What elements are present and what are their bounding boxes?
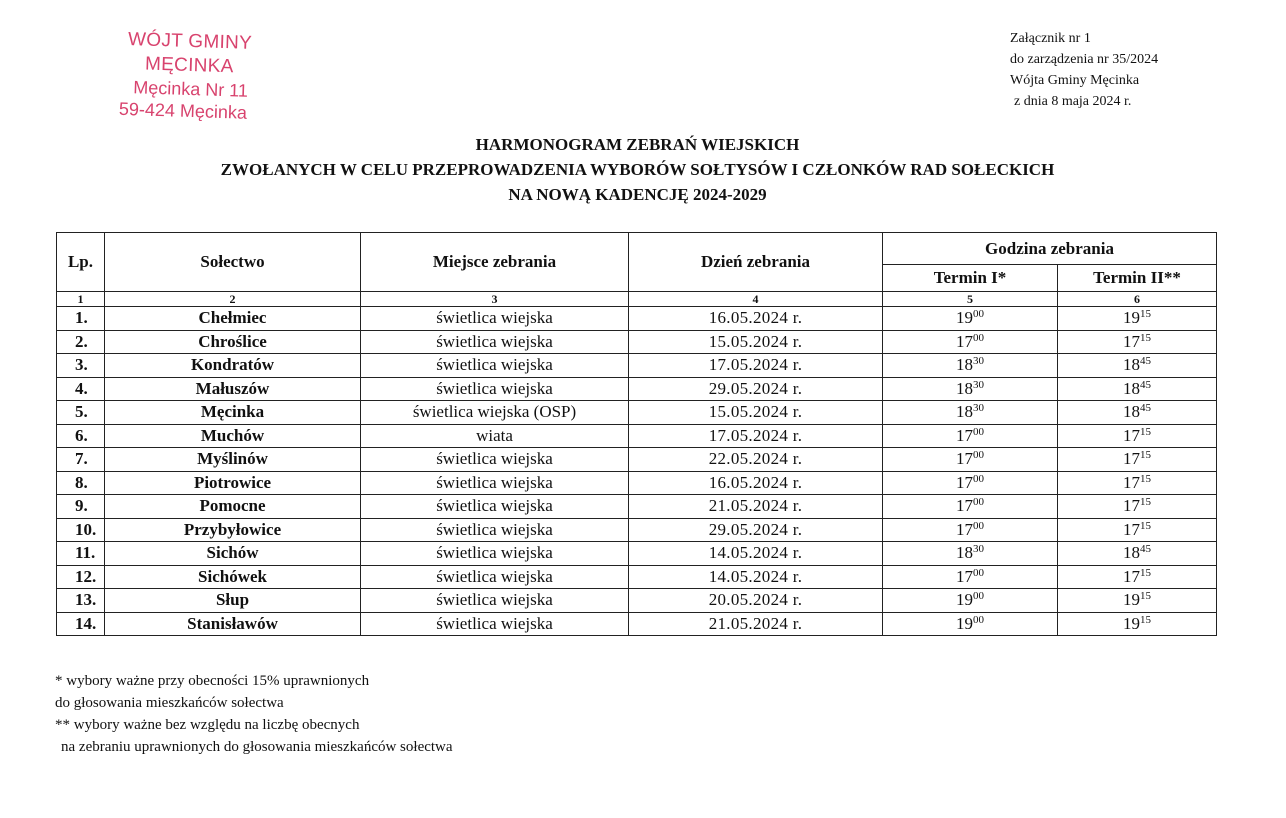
table-row <box>57 330 1217 354</box>
time-hour: 18 <box>1123 355 1140 375</box>
time-minutes: 00 <box>973 308 984 321</box>
row-termin-2 <box>1058 471 1217 495</box>
time-hour: 19 <box>956 590 973 610</box>
row-termin-2 <box>1058 542 1217 566</box>
time-hour: 18 <box>1123 378 1140 398</box>
time-hour: 19 <box>1123 613 1140 633</box>
header-termin-2: Termin II** <box>1058 265 1217 292</box>
row-miejsce: świetlica wiejska <box>361 565 629 589</box>
column-number: 6 <box>1058 292 1217 307</box>
row-lp: 3. <box>57 354 105 378</box>
row-dzien: 17.05.2024 r. <box>629 424 883 448</box>
row-termin-1 <box>883 401 1058 425</box>
row-miejsce: świetlica wiejska <box>361 542 629 566</box>
row-termin-1 <box>883 518 1058 542</box>
time-hour: 17 <box>1123 472 1140 492</box>
column-number: 1 <box>57 292 105 307</box>
time-minutes: 00 <box>973 331 984 344</box>
time-minutes: 00 <box>973 613 984 626</box>
row-lp: 12. <box>57 565 105 589</box>
row-miejsce: wiata <box>361 424 629 448</box>
row-dzien: 29.05.2024 r. <box>629 377 883 401</box>
row-solectwo: Piotrowice <box>105 471 361 495</box>
row-miejsce: świetlica wiejska <box>361 589 629 613</box>
row-termin-1 <box>883 307 1058 331</box>
row-lp: 6. <box>57 424 105 448</box>
time-hour: 17 <box>956 496 973 516</box>
annex-line-4: z dnia 8 maja 2024 r. <box>1014 94 1132 109</box>
row-lp: 14. <box>57 612 105 636</box>
time-minutes: 00 <box>973 472 984 485</box>
row-dzien: 21.05.2024 r. <box>629 495 883 519</box>
time-minutes: 15 <box>1140 449 1151 462</box>
column-number: 2 <box>105 292 361 307</box>
row-termin-1 <box>883 612 1058 636</box>
row-dzien: 20.05.2024 r. <box>629 589 883 613</box>
annex-line-1: Załącznik nr 1 <box>1010 31 1091 46</box>
annex-header <box>1010 28 1158 112</box>
table-row <box>57 401 1217 425</box>
header-miejsce: Miejsce zebrania <box>361 233 629 292</box>
row-termin-1 <box>883 377 1058 401</box>
time-hour: 17 <box>956 519 973 539</box>
time-minutes: 00 <box>973 449 984 462</box>
time-hour: 18 <box>956 402 973 422</box>
header-termin-1: Termin I* <box>883 265 1058 292</box>
row-termin-2 <box>1058 448 1217 472</box>
time-hour: 17 <box>956 331 973 351</box>
row-dzien: 14.05.2024 r. <box>629 542 883 566</box>
official-stamp <box>85 27 298 126</box>
row-termin-1 <box>883 495 1058 519</box>
time-hour: 17 <box>1123 566 1140 586</box>
row-termin-2 <box>1058 612 1217 636</box>
time-hour: 18 <box>1123 543 1140 563</box>
row-lp: 13. <box>57 589 105 613</box>
title-line-1: HARMONOGRAM ZEBRAŃ WIEJSKICH <box>475 135 800 154</box>
time-minutes: 45 <box>1140 378 1151 391</box>
row-solectwo: Myślinów <box>105 448 361 472</box>
time-minutes: 45 <box>1140 355 1151 368</box>
row-lp: 8. <box>57 471 105 495</box>
time-hour: 17 <box>956 472 973 492</box>
stamp-line-1: WÓJT GMINY MĘCINKA <box>127 29 253 78</box>
row-solectwo: Sichów <box>105 542 361 566</box>
header-row <box>57 233 1217 265</box>
time-minutes: 30 <box>973 543 984 556</box>
header-godzina: Godzina zebrania <box>883 233 1217 265</box>
time-minutes: 30 <box>973 402 984 415</box>
header-dzien: Dzień zebrania <box>629 233 883 292</box>
row-solectwo: Sichówek <box>105 565 361 589</box>
time-hour: 17 <box>956 449 973 469</box>
row-lp: 5. <box>57 401 105 425</box>
time-minutes: 30 <box>973 355 984 368</box>
time-hour: 17 <box>956 566 973 586</box>
footnote-line-4: na zebraniu uprawnionych do głosowania mieszkańców sołectwa <box>61 739 453 755</box>
table-row <box>57 448 1217 472</box>
time-hour: 17 <box>956 425 973 445</box>
row-termin-2 <box>1058 330 1217 354</box>
column-number: 3 <box>361 292 629 307</box>
time-minutes: 15 <box>1140 613 1151 626</box>
row-termin-2 <box>1058 424 1217 448</box>
row-dzien: 16.05.2024 r. <box>629 471 883 495</box>
row-dzien: 29.05.2024 r. <box>629 518 883 542</box>
row-termin-1 <box>883 542 1058 566</box>
time-minutes: 15 <box>1140 519 1151 532</box>
time-hour: 17 <box>1123 519 1140 539</box>
time-hour: 18 <box>1123 402 1140 422</box>
time-minutes: 45 <box>1140 543 1151 556</box>
time-minutes: 00 <box>973 566 984 579</box>
table-row <box>57 495 1217 519</box>
row-dzien: 22.05.2024 r. <box>629 448 883 472</box>
row-miejsce: świetlica wiejska <box>361 495 629 519</box>
row-dzien: 21.05.2024 r. <box>629 612 883 636</box>
time-minutes: 15 <box>1140 472 1151 485</box>
time-minutes: 15 <box>1140 425 1151 438</box>
time-minutes: 15 <box>1140 331 1151 344</box>
table-row <box>57 518 1217 542</box>
row-lp: 4. <box>57 377 105 401</box>
document-title <box>100 132 1175 207</box>
row-solectwo: Muchów <box>105 424 361 448</box>
time-hour: 17 <box>1123 425 1140 445</box>
row-solectwo: Małuszów <box>105 377 361 401</box>
time-minutes: 15 <box>1140 308 1151 321</box>
row-miejsce: świetlica wiejska <box>361 377 629 401</box>
time-minutes: 00 <box>973 496 984 509</box>
row-solectwo: Pomocne <box>105 495 361 519</box>
row-solectwo: Przybyłowice <box>105 518 361 542</box>
table-row <box>57 354 1217 378</box>
row-lp: 1. <box>57 307 105 331</box>
row-termin-2 <box>1058 518 1217 542</box>
time-minutes: 45 <box>1140 402 1151 415</box>
row-lp: 2. <box>57 330 105 354</box>
footnotes <box>55 670 453 758</box>
row-dzien: 14.05.2024 r. <box>629 565 883 589</box>
annex-line-2: do zarządzenia nr 35/2024 <box>1010 52 1159 67</box>
time-minutes: 00 <box>973 519 984 532</box>
time-hour: 17 <box>1123 496 1140 516</box>
row-termin-2 <box>1058 589 1217 613</box>
row-dzien: 17.05.2024 r. <box>629 354 883 378</box>
row-solectwo: Kondratów <box>105 354 361 378</box>
row-dzien: 15.05.2024 r. <box>629 401 883 425</box>
time-minutes: 30 <box>973 378 984 391</box>
table-row <box>57 377 1217 401</box>
row-termin-2 <box>1058 495 1217 519</box>
row-dzien: 16.05.2024 r. <box>629 307 883 331</box>
footnote-line-3: ** wybory ważne bez względu na liczbę obecnych <box>55 717 360 733</box>
row-miejsce: świetlica wiejska <box>361 471 629 495</box>
row-lp: 10. <box>57 518 105 542</box>
row-lp: 7. <box>57 448 105 472</box>
row-termin-1 <box>883 471 1058 495</box>
row-miejsce: świetlica wiejska <box>361 307 629 331</box>
row-solectwo: Słup <box>105 589 361 613</box>
row-termin-2 <box>1058 377 1217 401</box>
time-minutes: 15 <box>1140 590 1151 603</box>
row-solectwo: Męcinka <box>105 401 361 425</box>
row-termin-2 <box>1058 401 1217 425</box>
table-row <box>57 565 1217 589</box>
row-lp: 11. <box>57 542 105 566</box>
time-hour: 19 <box>1123 308 1140 328</box>
time-hour: 17 <box>1123 449 1140 469</box>
column-number-row <box>57 292 1217 307</box>
footnote-line-1: * wybory ważne przy obecności 15% uprawnionych <box>55 673 370 689</box>
row-termin-2 <box>1058 565 1217 589</box>
title-line-2: ZWOŁANYCH W CELU PRZEPROWADZENIA WYBORÓW SOŁTYSÓW I CZŁONKÓW RAD SOŁECKICH <box>220 160 1055 179</box>
header-solectwo: Sołectwo <box>105 233 361 292</box>
table-row <box>57 542 1217 566</box>
time-hour: 19 <box>956 613 973 633</box>
stamp-line-2: Męcinka Nr 11 <box>132 76 249 101</box>
row-termin-1 <box>883 565 1058 589</box>
time-minutes: 15 <box>1140 496 1151 509</box>
title-line-3: NA NOWĄ KADENCJĘ 2024-2029 <box>508 185 767 204</box>
row-lp: 9. <box>57 495 105 519</box>
row-miejsce: świetlica wiejska <box>361 518 629 542</box>
row-miejsce: świetlica wiejska <box>361 354 629 378</box>
row-termin-1 <box>883 330 1058 354</box>
row-miejsce: świetlica wiejska <box>361 448 629 472</box>
time-hour: 19 <box>1123 590 1140 610</box>
time-hour: 18 <box>956 355 973 375</box>
header-lp: Lp. <box>57 233 105 292</box>
time-minutes: 00 <box>973 590 984 603</box>
time-minutes: 00 <box>973 425 984 438</box>
row-solectwo: Chełmiec <box>105 307 361 331</box>
footnote-line-2: do głosowania mieszkańców sołectwa <box>55 695 284 711</box>
annex-line-3: Wójta Gminy Męcinka <box>1010 73 1140 88</box>
row-termin-1 <box>883 448 1058 472</box>
column-number: 5 <box>883 292 1058 307</box>
column-number: 4 <box>629 292 883 307</box>
table-row <box>57 589 1217 613</box>
table-row <box>57 471 1217 495</box>
row-dzien: 15.05.2024 r. <box>629 330 883 354</box>
table-body <box>57 307 1217 636</box>
time-hour: 19 <box>956 308 973 328</box>
time-hour: 18 <box>956 378 973 398</box>
row-miejsce: świetlica wiejska <box>361 330 629 354</box>
time-hour: 18 <box>956 543 973 563</box>
row-termin-2 <box>1058 307 1217 331</box>
row-termin-1 <box>883 424 1058 448</box>
row-solectwo: Chrośliсe <box>105 330 361 354</box>
time-hour: 17 <box>1123 331 1140 351</box>
row-miejsce: świetlica wiejska <box>361 612 629 636</box>
table-row <box>57 612 1217 636</box>
row-termin-1 <box>883 354 1058 378</box>
row-termin-1 <box>883 589 1058 613</box>
row-solectwo: Stanisławów <box>105 612 361 636</box>
stamp-line-3: 59-424 Męcinka <box>118 98 248 123</box>
row-termin-2 <box>1058 354 1217 378</box>
row-miejsce: świetlica wiejska (OSP) <box>361 401 629 425</box>
schedule-table <box>56 232 1217 636</box>
table-row <box>57 424 1217 448</box>
table-row <box>57 307 1217 331</box>
time-minutes: 15 <box>1140 566 1151 579</box>
